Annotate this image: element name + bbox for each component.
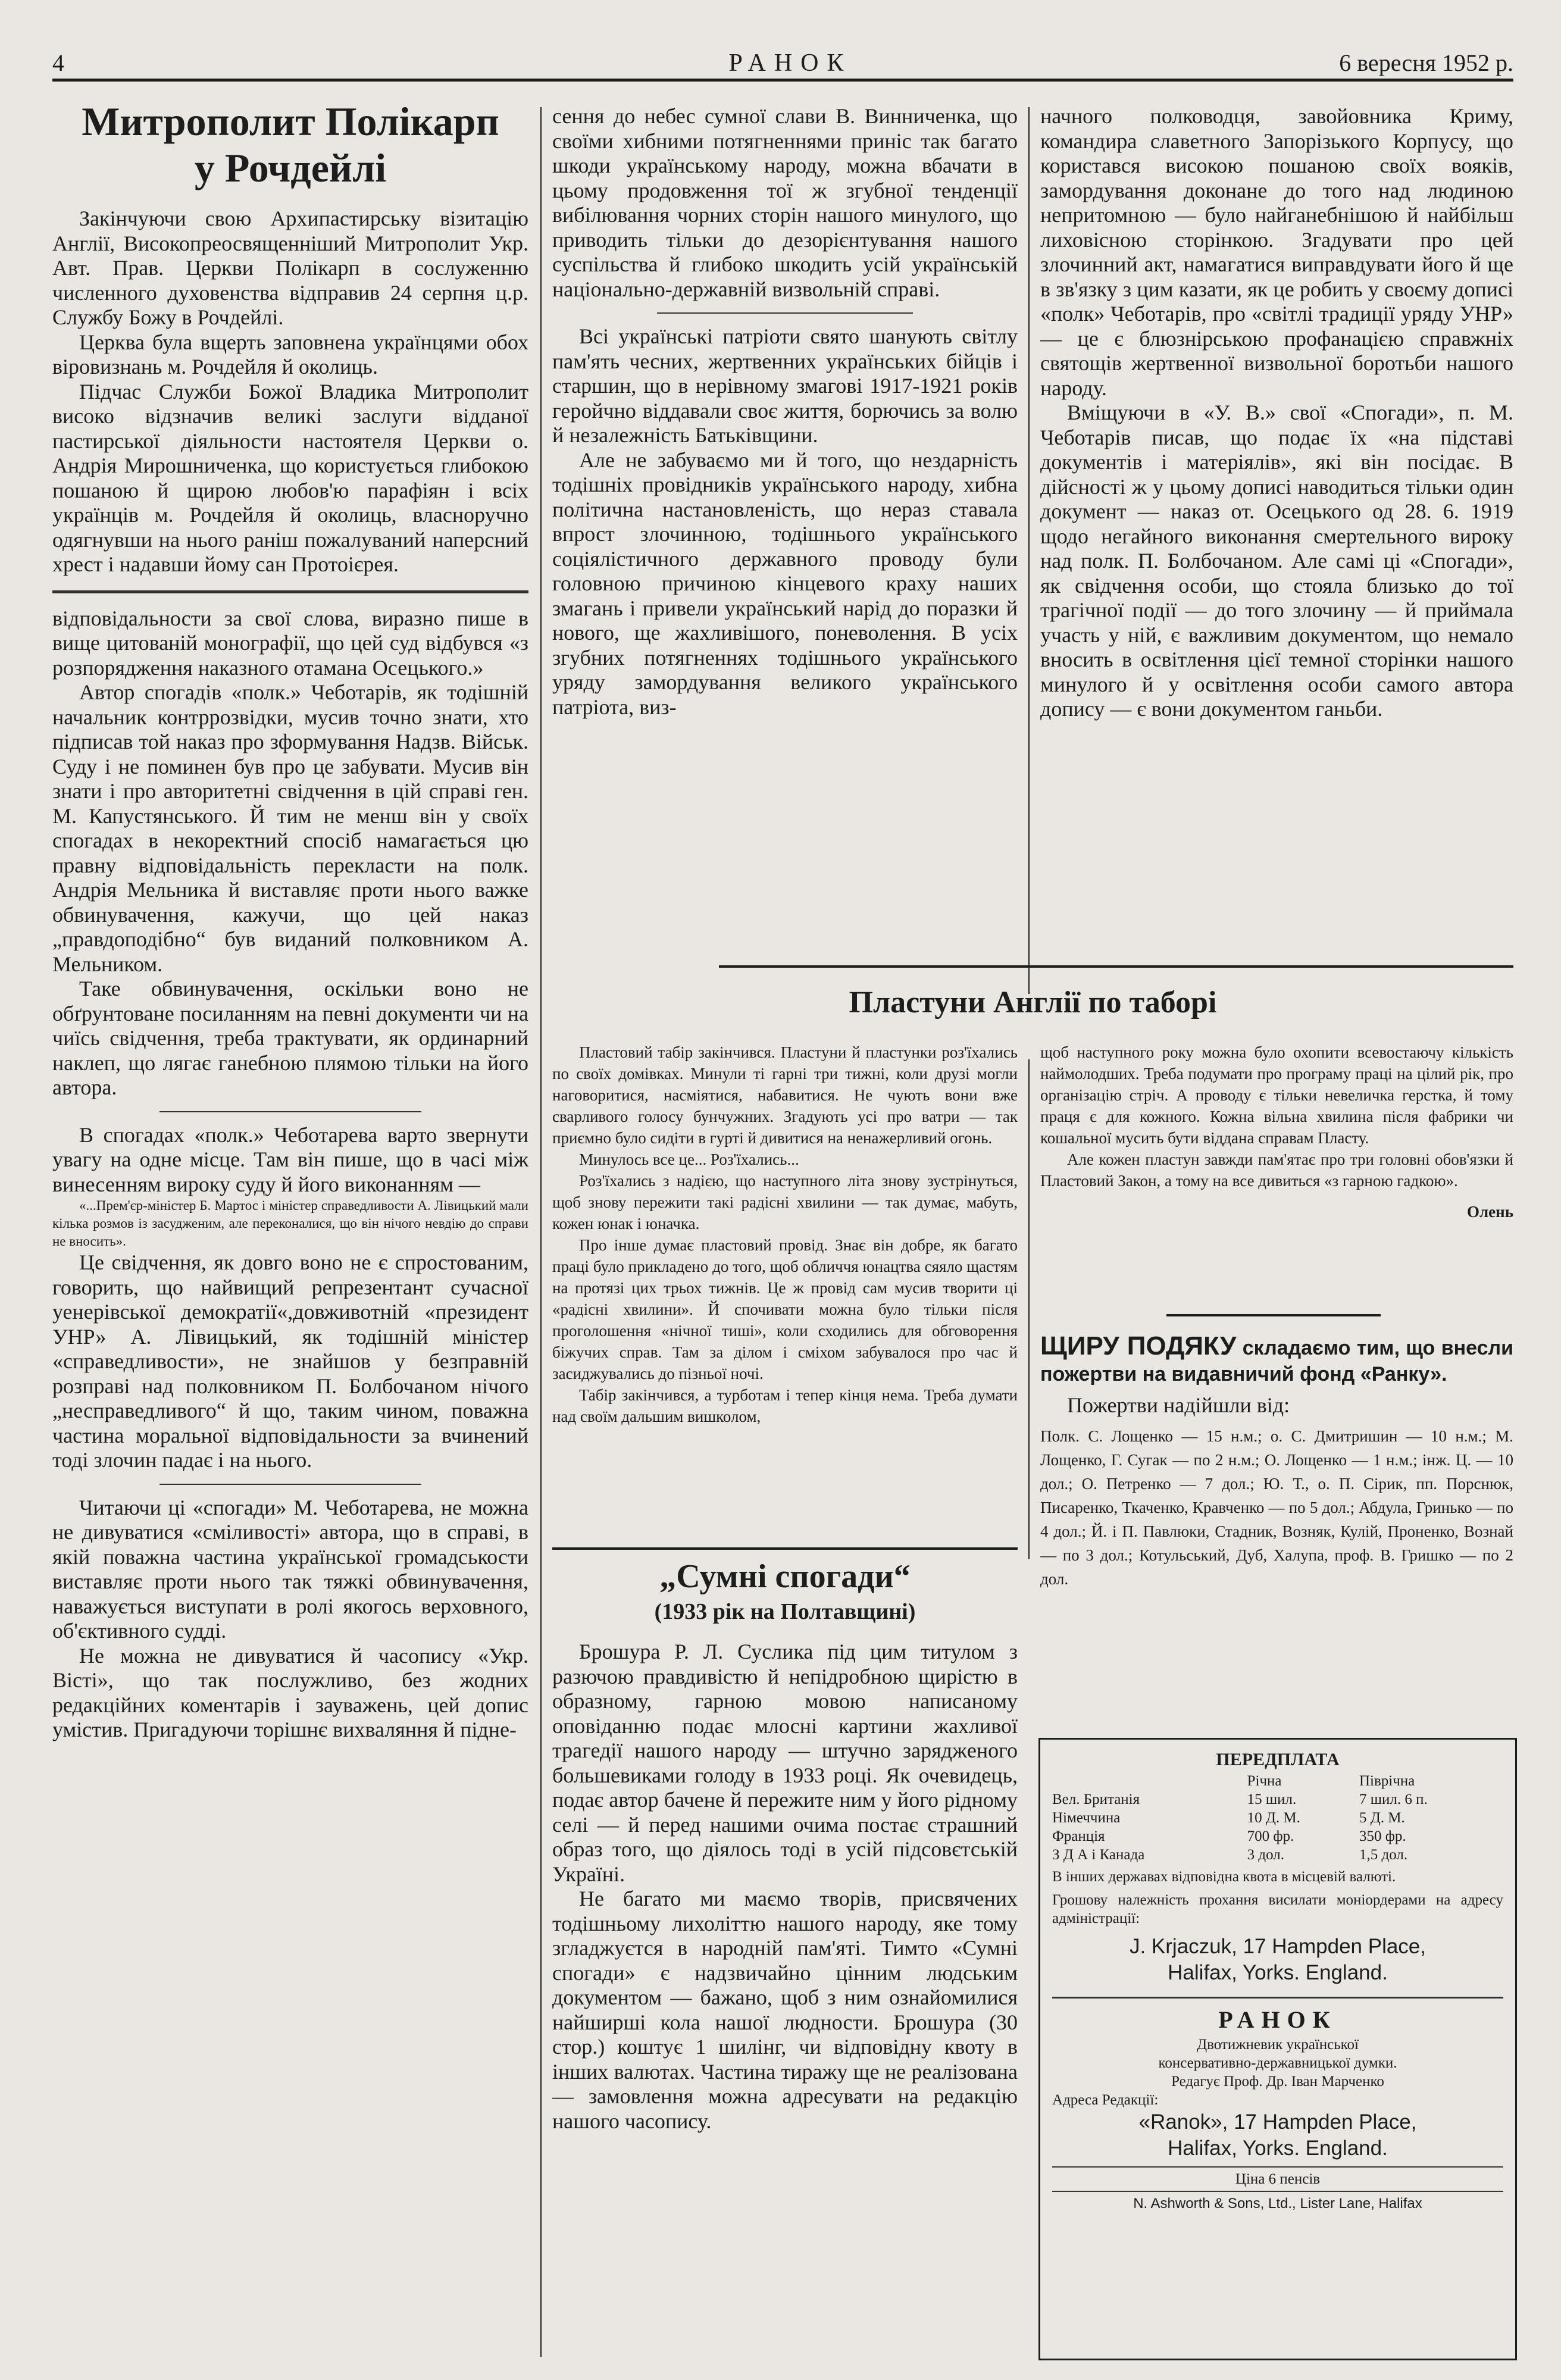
article-title-line1: Митрополит Полікарп bbox=[82, 99, 499, 144]
plast-top-rule bbox=[719, 965, 1513, 968]
price: Ціна 6 пенсів bbox=[1235, 2171, 1321, 2187]
divider bbox=[52, 590, 528, 593]
divider bbox=[657, 312, 913, 314]
paragraph: сення до небес сумної слави В. Винниченка, що своїми хибними потягненнями приніс так багато шкоди українському народу, можна вбачати в цьому продовження тої ж згубної тенденції вибілювання чорних сторін нашого минулого, що приводить тільки до дезорієнтування нашого суспільства й глибоко шкодить усій українській національно-державній визвольній справі. bbox=[552, 104, 1018, 301]
paragraph: Не багато ми маємо творів, присвячених тодішньому лихоліттю нашого народу, яке тому згладжуєтся в народній пам'яті. Тимто «Сумні спогади» є надзвичайно цінним людським документом — бажано, щоб з ним ознайомилися найширші кола нашої людности. Брошура (30 стор.) коштує 1 шилінг, чи відповідну квоту в інших валютах. Частина тиражу ще не реалізована — замовлення можна адресувати на редакцію нашого часопису. bbox=[552, 1887, 1018, 2133]
masthead-desc: консервативно-державницької думки. bbox=[1158, 2055, 1397, 2071]
column-3-top bbox=[1040, 104, 1513, 955]
donations-notice bbox=[1040, 1333, 1513, 1613]
admin-address-line1: J. Krjaczuk, 17 Hampden Place, bbox=[1129, 1935, 1426, 1958]
paragraph: Всі українські патріоти свято шанують світлу пам'ять чесних, жертвенних українських бійців і старшин, що в нерівному змагові 1917-1921 років геройчно віддавали своє життя, борючись за волю й незалежність Батьківщини. bbox=[552, 324, 1018, 447]
table-row: Вел. Британія 15 шил. 7 шил. 6 п. bbox=[1052, 1791, 1428, 1807]
table-header-country bbox=[1052, 1772, 1247, 1790]
paragraph: Читаючи ці «спогади» М. Чеботарева, не можна не дивуватися «сміливості» автора, що в справі, в якій поважна частина української громадськости виставляє проти нього так тяжкі обвинувачення, наважується виступати в ролі якогось верховного, об'єктивного судді. bbox=[52, 1495, 528, 1643]
paragraph: Брошура Р. Л. Суслика під цим титулом з разючою правдивістю й непідробною щирістю в образному, гарною мовою написаному оповіданню подає млосні картини жахливої трагедії нашого народу — штучно заряджeного большевиками голоду в 1933 році. Як очевидець, подає автор бачене й пережите ним у його рідному селі — й перед нашими очима постає страшний образ того, що діялось тоді в усій підсовєтській Україні. bbox=[552, 1640, 1018, 1886]
plast-title: Пластуни Англії по таборі bbox=[849, 986, 1217, 1019]
table-header-yearly: Річна bbox=[1247, 1773, 1282, 1789]
admin-address-line2: Halifax, Yorks. England. bbox=[1168, 1961, 1388, 1984]
divider bbox=[159, 1111, 421, 1112]
subscription-note: В інших державах відповідна квота в місцевій валюті. bbox=[1052, 1869, 1396, 1885]
divider bbox=[159, 1484, 421, 1485]
paragraph: Роз'їхались з надією, що наступного літа знову зустрінуться, щоб знову пережити такі радісні хвилини — так думає, мабуть, кожен юнак і юначка. bbox=[552, 1172, 1018, 1233]
table-header-half: Піврічна bbox=[1359, 1773, 1415, 1789]
quote: «...Прем'єр-міністер Б. Мартос і міністер справедливости А. Лівицький мали кілька розмов із засудженим, але переконалися, що він нічого невдію до справи не вносить». bbox=[52, 1198, 528, 1249]
page-number: 4 bbox=[52, 49, 64, 76]
paragraph: В спогадах «полк.» Чеботарева варто звернути увагу на одне місце. Там він пише, що в часі між винесенням вироку суду й його виконанням — bbox=[52, 1122, 528, 1196]
paragraph: Про інше думає пластовий провід. Знає він добре, як багато праці було прикладено до того, щоб обличчя юнацтва сяяло щастям на протязі цих трьох тижнів. Це ж провід сам мусив творити ці «радісні хвилини». Й спочивати можна було тільки після проголошення «нічної тиші», коли сходились для обговорення біжучих справ. Там за ділом і сміхом забувалося про час й засиджувались до пізньої ночі. bbox=[552, 1236, 1018, 1383]
paragraph: Але кожен пластун завжди пам'ятає про три головні обов'язки й Пластовий Закон, а тому на все дивиться «з гарною гадкою». bbox=[1040, 1150, 1513, 1190]
paragraph: Закінчуючи свою Архипастирську візитацію Англії, Високопреосвященніший Митрополит Укр. Авт. Прав. Церкви Полікарп в сослуженню численного духовенства відправив 24 серпня ц.р. Службу Божу в Рочдейлі. bbox=[52, 207, 528, 329]
spohady-top-rule bbox=[552, 1547, 1018, 1550]
donor-list: Полк. С. Лощенко — 15 н.м.; о. С. Дмитришин — 10 н.м.; М. Лощенко, Г. Сугак — по 2 н.м.; О. Лощенко — 1 н.м.; інж. Ц. — 10 дол.; О. Петренко — 7 дол.; Ю. Т., о. П. Сірик, пп. Порснюк, Писаренко, Ткаченко, Кравченко — по 5 дол.; Абдула, Гринько — по 4 дол.; Й. і П. Павлюки, Стадник, Возняк, Кулій, Проненко, Вознай — по 3 дол.; Котульський, Дуб, Халупа, проф. В. Гришко — по 2 дол. bbox=[1040, 1427, 1513, 1588]
article-spohady bbox=[552, 1556, 1018, 2360]
column-rule-1 bbox=[540, 107, 542, 2357]
divider bbox=[1052, 2166, 1503, 2168]
paragraph: Автор спогадів «полк.» Чеботарів, як тодішній начальник контррозвідки, мусив точно знати, хто підписав той наказ про зформування Надзв. Військ. Суду і не поминен був про це забувати. Мусив він знати і про авторитетні свідчення в цій справі ген. М. Капустянського. Й тим не менш він у своїх спогадах в некоректний спосіб намагається цю правну відповідальність перекласти на полк. Андрія Мельника й виставляє проти нього важке обвинувачення, кажучи, що цей наказ „правдоподібно“ був виданий полковником А. Мельником. bbox=[52, 680, 528, 976]
paragraph: Але не забуваємо ми й того, що нездарність тодішніх провідників українського народу, хибна політична настановленість, що нераз ставала впрост злочинною, тодішнього українського соціялістичного державного проводу були головною причиною кінцевого краху наших змагань і привели український нарід до поразки й нового, ще жахливішого, поневолення. В усіх згубних потягненнях тодішнього українського уряду замордування великого українського патріота, виз- bbox=[552, 448, 1018, 719]
thanks-heading bbox=[1040, 1333, 1513, 1387]
editorial-address-line1: «Ranok», 17 Hampden Place, bbox=[1138, 2110, 1417, 2134]
column-1 bbox=[52, 98, 528, 2360]
article-title-line2: у Рочдейлі bbox=[194, 145, 387, 190]
thanks-top-rule bbox=[1166, 1314, 1381, 1316]
thanks-title-bold: ЩИРУ ПОДЯКУ bbox=[1040, 1333, 1237, 1361]
paragraph: Підчас Служби Божої Владика Митрополит високо відзначив великі заслуги відданої пастирської діяльности настоятеля Церкви о. Андрія Мирошниченка, що користується глибокою пошаною й щирою любов'ю парафіян і всіх українців м. Рочдейля й околиць, власноручно одягнувши на нього раніш пожалуваний наперсний хрест і надавши йому сан Протоієрея. bbox=[52, 379, 528, 576]
paragraph: Табір закінчився, а турботам і тепер кінця нема. Треба думати над своїм дальшим вишколом, bbox=[552, 1386, 1018, 1425]
address-label: Адреса Редакції: bbox=[1052, 2092, 1159, 2108]
printer: N. Ashworth & Sons, Ltd., Lister Lane, Halifax bbox=[1133, 2196, 1422, 2212]
masthead-editor: Редагує Проф. Др. Іван Марченко bbox=[1171, 2073, 1384, 2090]
plast-left-column bbox=[552, 1042, 1018, 1535]
table-row: Франція 700 фр. 350 фр. bbox=[1052, 1828, 1406, 1844]
header-rule bbox=[52, 79, 1513, 82]
editorial-address-line2: Halifax, Yorks. England. bbox=[1168, 2137, 1388, 2160]
thanks-title-rest: складаємо тим, що внесли пожертви на видавничий фонд «Ранку». bbox=[1040, 1337, 1513, 1386]
paragraph: Церква була вщерть заповнена українцями обох віровизнань м. Рочдейля й околиць. bbox=[52, 330, 528, 379]
subscription-title: ПЕРЕДПЛАТА bbox=[1216, 1750, 1340, 1769]
paragraph: начного полководця, завойовника Криму, командира славетного Запорізького Корпусу, що користався високою пошаною своїх вояків, замордування доконане до того над людиною непритомною — було найганебнішою й найбільш лиховісною сторінкою. Згадувати про цей злочинний акт, намагатися виправдувати його й ще в зв'язку з цим казати, як це робить у своєму дописі «полк» Чеботарів, про «світлі традиції уряду УНР» — це є блюзнірською профанацією справжніх святощів жертвенної визвольної боротьби нашого народу. bbox=[1040, 104, 1513, 400]
subscription-box bbox=[1038, 1738, 1517, 2360]
page-header bbox=[52, 49, 1513, 79]
divider bbox=[1052, 1997, 1503, 1999]
subscription-table bbox=[1052, 1772, 1503, 1864]
issue-date: 6 вересня 1952 р. bbox=[1339, 49, 1513, 76]
paragraph: Пластовий табір закінчився. Пластуни й пластунки роз'їхались по своїх домівках. Минули ті гарні три тижні, коли друзі могли наговоритися, насміятися, набавитися. Не чують вони вже сварливого голосу бунчужних. Згадують усі про ватри — так приємно було сидіти в гурті й дивитися на ненажерливий огонь. bbox=[552, 1043, 1018, 1147]
subscription-note: Грошову належність прохання висилати моніордерами на адресу адміністрації: bbox=[1052, 1892, 1503, 1926]
spohady-subtitle: (1933 рік на Полтавщині) bbox=[654, 1599, 916, 1624]
column-2-top bbox=[552, 104, 1018, 955]
paragraph: Не можна не дивуватися й часопису «Укр. Вісті», що так послужливо, без жодних редакційних коментарів і зауважень, цей допис умістив. Пригадуючи торішнє вихваляння й підне- bbox=[52, 1643, 528, 1741]
signature: Олень bbox=[1467, 1203, 1513, 1221]
divider bbox=[1052, 2191, 1503, 2192]
masthead-title: РАНОК bbox=[1218, 2006, 1337, 2033]
paragraph: щоб наступного року можна було охопити всевостаючу кількість наймолодших. Треба подумати про програму праці на цілий рік, про організацію стріч. А проводу є тільки невеличка герстка, й тому праця є для кожного. Кожна вільна хвилина після фабрики чи кошальної мусить бути віддана справам Пласту. bbox=[1040, 1043, 1513, 1147]
newspaper-name: РАНОК bbox=[728, 49, 852, 77]
article-metropolitan bbox=[52, 98, 528, 577]
paragraph: Вміщуючи в «У. В.» свої «Спогади», п. М. Чеботарів писав, що подає їх «на підставі документів і матеріялів», які він посідає. В дійсності ж у цьому дописі наводиться тільки один документ — наказ от. Осецького од 28. 6. 1919 щодо негайного виконання смертельного вироку над полк. П. Болбочаном. Але самі ці «Спогади», як свідчення особи, що стояла близько до тої трагічної події — до того злочину — й приймала участь у ній, є важливим документом, що немало вносить в освітлення цієї темної сторінки нашого минулого й у освітлення особи самого автора допису — є вони документом ганьби. bbox=[1040, 401, 1513, 721]
paragraph: Це свідчення, як довго воно не є спростованим, говорить, що найвищий репрезентант сучасної уенерівської демократії«,довживотній «президент УНР» А. Лівицький, як тодішній міністер «справедливости», не знайшов у безправній розправі над полковником П. Болбочаном нічого „несправедливого“ й що, таким чином, поважна частина моральної відповідальности за вчинений тоді злочин падає і на нього. bbox=[52, 1250, 528, 1472]
column-rule-2 bbox=[1028, 107, 1030, 994]
spohady-title: „Сумні спогади“ bbox=[659, 1558, 911, 1595]
masthead-desc: Двотижневик української bbox=[1197, 2037, 1359, 2053]
table-row: Німеччина 10 Д. М. 5 Д. М. bbox=[1052, 1810, 1405, 1826]
paragraph: відповідальности за свої слова, виразно пише в вище цитованій монографії, що цей суд відбувся «з розпорядження наказного отамана Осецького.» bbox=[52, 606, 528, 680]
paragraph: Таке обвинувачення, оскільки воно не обґрунтоване посиланням на певні документи чи на чиїсь свідчення, треба трактувати, як ординарний наклеп, що лягає ганебною плямою тільки на його автора. bbox=[52, 977, 528, 1099]
paragraph: Минулось все це... Роз'їхались... bbox=[579, 1150, 799, 1168]
subscription-content bbox=[1052, 1748, 1503, 2349]
donations-label: Пожертви надійшли від: bbox=[1067, 1393, 1290, 1417]
table-row: З Д А і Канада 3 дол. 1,5 дол. bbox=[1052, 1847, 1408, 1863]
